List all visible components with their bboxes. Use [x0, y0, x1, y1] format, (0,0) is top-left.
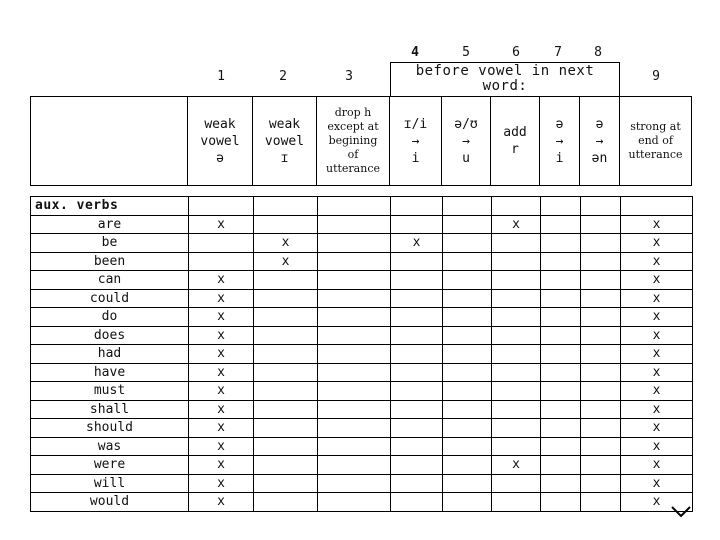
mark-cell	[581, 493, 621, 512]
mark-cell	[391, 363, 443, 382]
mark-cell	[318, 363, 391, 382]
mark-cell	[318, 252, 391, 271]
mark-cell	[581, 437, 621, 456]
mark-cell	[492, 234, 541, 253]
mark-cell: x	[621, 493, 693, 512]
header-line: vowel	[264, 133, 305, 149]
header-line: ə	[555, 116, 564, 132]
header-text	[200, 116, 239, 167]
corner-arrow-icon	[670, 505, 692, 519]
mark-cell	[254, 308, 318, 327]
header-line: utterance	[628, 148, 683, 161]
mark-cell	[581, 382, 621, 401]
mark-cell	[541, 382, 581, 401]
mark-cell	[541, 400, 581, 419]
table-row	[31, 474, 693, 493]
header-line: add	[503, 125, 527, 140]
column-number: 9	[652, 69, 660, 84]
header-line: r	[511, 142, 519, 157]
mark-cell: x	[189, 400, 254, 419]
mark-cell: x	[492, 215, 541, 234]
verb-label: do	[31, 308, 189, 327]
verb-label: will	[31, 474, 189, 493]
mark-cell: x	[621, 437, 693, 456]
empty-cell	[254, 197, 318, 216]
mark-cell	[581, 252, 621, 271]
mark-cell	[581, 400, 621, 419]
header-line: →	[462, 133, 470, 149]
table-row	[31, 289, 693, 308]
empty-cell	[581, 197, 621, 216]
mark-cell	[391, 215, 443, 234]
mark-cell	[443, 400, 492, 419]
table-row	[31, 308, 693, 327]
mark-cell	[541, 437, 581, 456]
header-line: ən	[591, 150, 608, 166]
mark-cell	[581, 271, 621, 290]
mark-cell	[391, 493, 443, 512]
mark-cell	[318, 400, 391, 419]
header-line: i	[555, 150, 564, 166]
mark-cell	[254, 271, 318, 290]
mark-cell	[318, 234, 391, 253]
header-text	[556, 116, 564, 167]
header-line: u	[462, 150, 470, 166]
mark-cell	[391, 252, 443, 271]
mark-cell: x	[254, 234, 318, 253]
header-line: weak	[268, 116, 301, 132]
mark-cell	[443, 437, 492, 456]
header-line: ɪ	[280, 150, 289, 166]
empty-cell	[189, 197, 254, 216]
table-row	[31, 493, 693, 512]
verb-label: are	[31, 215, 189, 234]
mark-cell: x	[621, 363, 693, 382]
mark-cell	[492, 252, 541, 271]
mark-cell: x	[189, 215, 254, 234]
mark-cell	[443, 308, 492, 327]
mark-cell: x	[189, 474, 254, 493]
verb-label: been	[31, 252, 189, 271]
mark-cell	[391, 437, 443, 456]
aux-verbs-table	[30, 196, 693, 512]
mark-cell	[492, 419, 541, 438]
mark-cell	[443, 363, 492, 382]
mark-cell	[391, 382, 443, 401]
mark-cell: x	[189, 271, 254, 290]
mark-cell	[254, 345, 318, 364]
mark-cell	[581, 474, 621, 493]
mark-cell	[541, 363, 581, 382]
column-number: 1	[217, 69, 225, 84]
empty-cell	[443, 197, 492, 216]
column-number: 4	[411, 45, 419, 60]
verb-label: does	[31, 326, 189, 345]
mark-cell	[541, 289, 581, 308]
verb-label: be	[31, 234, 189, 253]
mark-cell: x	[621, 382, 693, 401]
mark-cell	[318, 456, 391, 475]
mark-cell	[443, 289, 492, 308]
mark-cell	[318, 326, 391, 345]
section-label: aux. verbs	[31, 197, 189, 216]
mark-cell: x	[621, 474, 693, 493]
header-line: vowel	[200, 133, 240, 149]
mark-cell	[581, 363, 621, 382]
empty-cell	[391, 197, 443, 216]
verb-label: can	[31, 271, 189, 290]
column-number: 8	[594, 45, 602, 60]
mark-cell	[443, 456, 492, 475]
mark-cell	[541, 493, 581, 512]
mark-cell	[492, 437, 541, 456]
mark-cell	[581, 326, 621, 345]
mark-cell	[443, 474, 492, 493]
mark-cell: x	[189, 382, 254, 401]
mark-cell	[443, 252, 492, 271]
empty-cell	[621, 197, 693, 216]
mark-cell: x	[492, 456, 541, 475]
mark-cell: x	[189, 456, 254, 475]
mark-cell: x	[621, 289, 693, 308]
mark-cell	[443, 345, 492, 364]
header-weak-vowel-schwa	[188, 96, 253, 186]
mark-cell	[391, 308, 443, 327]
header-schwa-to-i	[540, 96, 580, 186]
table-row	[31, 419, 693, 438]
column-number: 2	[279, 69, 287, 84]
mark-cell	[318, 345, 391, 364]
header-line: weak	[204, 116, 236, 132]
mark-cell	[492, 289, 541, 308]
table-row	[31, 215, 693, 234]
header-text	[404, 116, 427, 167]
mark-cell	[492, 308, 541, 327]
table-row	[31, 456, 693, 475]
table-row	[31, 382, 693, 401]
header-line: end of	[638, 134, 673, 147]
mark-cell	[254, 456, 318, 475]
table-row	[31, 326, 693, 345]
mark-cell: x	[621, 419, 693, 438]
header-add-r	[491, 96, 540, 186]
header-line: ɪ/i	[403, 116, 428, 132]
group-header-box	[390, 62, 620, 96]
table-row	[31, 437, 693, 456]
table-row	[31, 400, 693, 419]
mark-cell	[318, 308, 391, 327]
mark-cell	[581, 419, 621, 438]
header-line: i	[411, 150, 420, 166]
mark-cell	[581, 289, 621, 308]
mark-cell	[391, 456, 443, 475]
header-line: except at	[327, 120, 379, 133]
header-text	[326, 106, 380, 176]
header-line: →	[411, 133, 420, 149]
mark-cell	[318, 382, 391, 401]
mark-cell	[541, 345, 581, 364]
mark-cell: x	[189, 326, 254, 345]
header-text	[628, 120, 682, 162]
mark-cell	[492, 493, 541, 512]
mark-cell	[492, 474, 541, 493]
mark-cell	[391, 474, 443, 493]
header-line: ə	[595, 116, 604, 132]
header-line: drop h	[334, 106, 372, 119]
verb-label: should	[31, 419, 189, 438]
mark-cell	[391, 289, 443, 308]
table-row	[31, 271, 693, 290]
header-text	[454, 116, 477, 167]
mark-cell	[254, 493, 318, 512]
column-number: 7	[554, 45, 562, 60]
mark-cell: x	[621, 456, 693, 475]
header-line: →	[595, 133, 604, 149]
verb-label: were	[31, 456, 189, 475]
mark-cell	[443, 271, 492, 290]
mark-cell	[541, 326, 581, 345]
mark-cell	[318, 437, 391, 456]
mark-cell: x	[189, 419, 254, 438]
mark-cell: x	[621, 326, 693, 345]
mark-cell	[254, 382, 318, 401]
mark-cell	[318, 289, 391, 308]
mark-cell: x	[189, 493, 254, 512]
mark-cell	[189, 252, 254, 271]
group-header-text: before vowel in next word:	[415, 63, 595, 94]
mark-cell	[254, 419, 318, 438]
mark-cell	[492, 400, 541, 419]
header-schwa-u-to-u	[442, 96, 491, 186]
verb-label: could	[31, 289, 189, 308]
empty-cell	[318, 197, 391, 216]
header-line: utterance	[325, 162, 380, 175]
mark-cell	[443, 493, 492, 512]
empty-cell	[492, 197, 541, 216]
mark-cell	[492, 382, 541, 401]
mark-cell	[254, 215, 318, 234]
header-line: begining	[328, 134, 378, 147]
mark-cell	[391, 271, 443, 290]
verb-label: had	[31, 345, 189, 364]
verb-label: shall	[31, 400, 189, 419]
mark-cell: x	[189, 437, 254, 456]
empty-cell	[541, 197, 581, 216]
header-text	[265, 116, 304, 167]
mark-cell	[254, 289, 318, 308]
mark-cell: x	[621, 234, 693, 253]
mark-cell	[541, 456, 581, 475]
mark-cell	[254, 474, 318, 493]
table-row	[31, 363, 693, 382]
verb-label: would	[31, 493, 189, 512]
mark-cell	[581, 215, 621, 234]
table-row	[31, 345, 693, 364]
mark-cell	[391, 326, 443, 345]
verb-label: have	[31, 363, 189, 382]
mark-cell: x	[621, 345, 693, 364]
header-drop-h	[317, 96, 390, 186]
mark-cell	[492, 363, 541, 382]
mark-cell: x	[621, 215, 693, 234]
mark-cell: x	[621, 400, 693, 419]
mark-cell	[318, 419, 391, 438]
mark-cell	[254, 437, 318, 456]
mark-cell	[541, 215, 581, 234]
mark-cell	[318, 271, 391, 290]
mark-cell	[391, 419, 443, 438]
mark-cell: x	[621, 252, 693, 271]
mark-cell	[318, 493, 391, 512]
mark-cell	[581, 308, 621, 327]
mark-cell	[254, 400, 318, 419]
column-number: 6	[512, 45, 520, 60]
mark-cell	[581, 234, 621, 253]
mark-cell: x	[189, 345, 254, 364]
section-row	[31, 197, 693, 216]
header-strong-at-end	[620, 96, 692, 186]
mark-cell	[443, 234, 492, 253]
mark-cell: x	[189, 308, 254, 327]
header-line: →	[555, 133, 564, 149]
mark-cell: x	[254, 252, 318, 271]
mark-cell	[541, 252, 581, 271]
mark-cell	[189, 234, 254, 253]
header-label-cell	[30, 96, 188, 186]
mark-cell	[391, 400, 443, 419]
table-row	[31, 252, 693, 271]
header-i-to-i	[390, 96, 442, 186]
mark-cell	[318, 215, 391, 234]
mark-cell	[492, 345, 541, 364]
mark-cell	[541, 419, 581, 438]
mark-cell: x	[621, 271, 693, 290]
column-number: 5	[462, 45, 470, 60]
mark-cell: x	[391, 234, 443, 253]
mark-cell	[541, 308, 581, 327]
header-weak-vowel-i	[253, 96, 317, 186]
mark-cell: x	[189, 363, 254, 382]
mark-cell	[443, 419, 492, 438]
mark-cell	[541, 234, 581, 253]
mark-cell	[541, 474, 581, 493]
mark-cell	[443, 382, 492, 401]
mark-cell	[492, 326, 541, 345]
mark-cell	[443, 215, 492, 234]
mark-cell	[391, 345, 443, 364]
mark-cell	[254, 326, 318, 345]
mark-cell	[492, 271, 541, 290]
mark-cell	[443, 326, 492, 345]
table-row	[31, 234, 693, 253]
verb-label: must	[31, 382, 189, 401]
header-line: ə/ʊ	[454, 116, 478, 132]
header-line: ə	[216, 150, 224, 166]
column-number: 3	[345, 69, 353, 84]
mark-cell	[318, 474, 391, 493]
mark-cell: x	[621, 308, 693, 327]
header-line: strong at	[630, 120, 681, 133]
header-line: of	[347, 148, 359, 161]
mark-cell	[254, 363, 318, 382]
mark-cell	[581, 456, 621, 475]
header-text	[592, 116, 608, 167]
mark-cell: x	[189, 289, 254, 308]
verb-label: was	[31, 437, 189, 456]
mark-cell	[541, 271, 581, 290]
header-text	[503, 124, 526, 158]
mark-cell	[581, 345, 621, 364]
header-schwa-to-en	[580, 96, 620, 186]
